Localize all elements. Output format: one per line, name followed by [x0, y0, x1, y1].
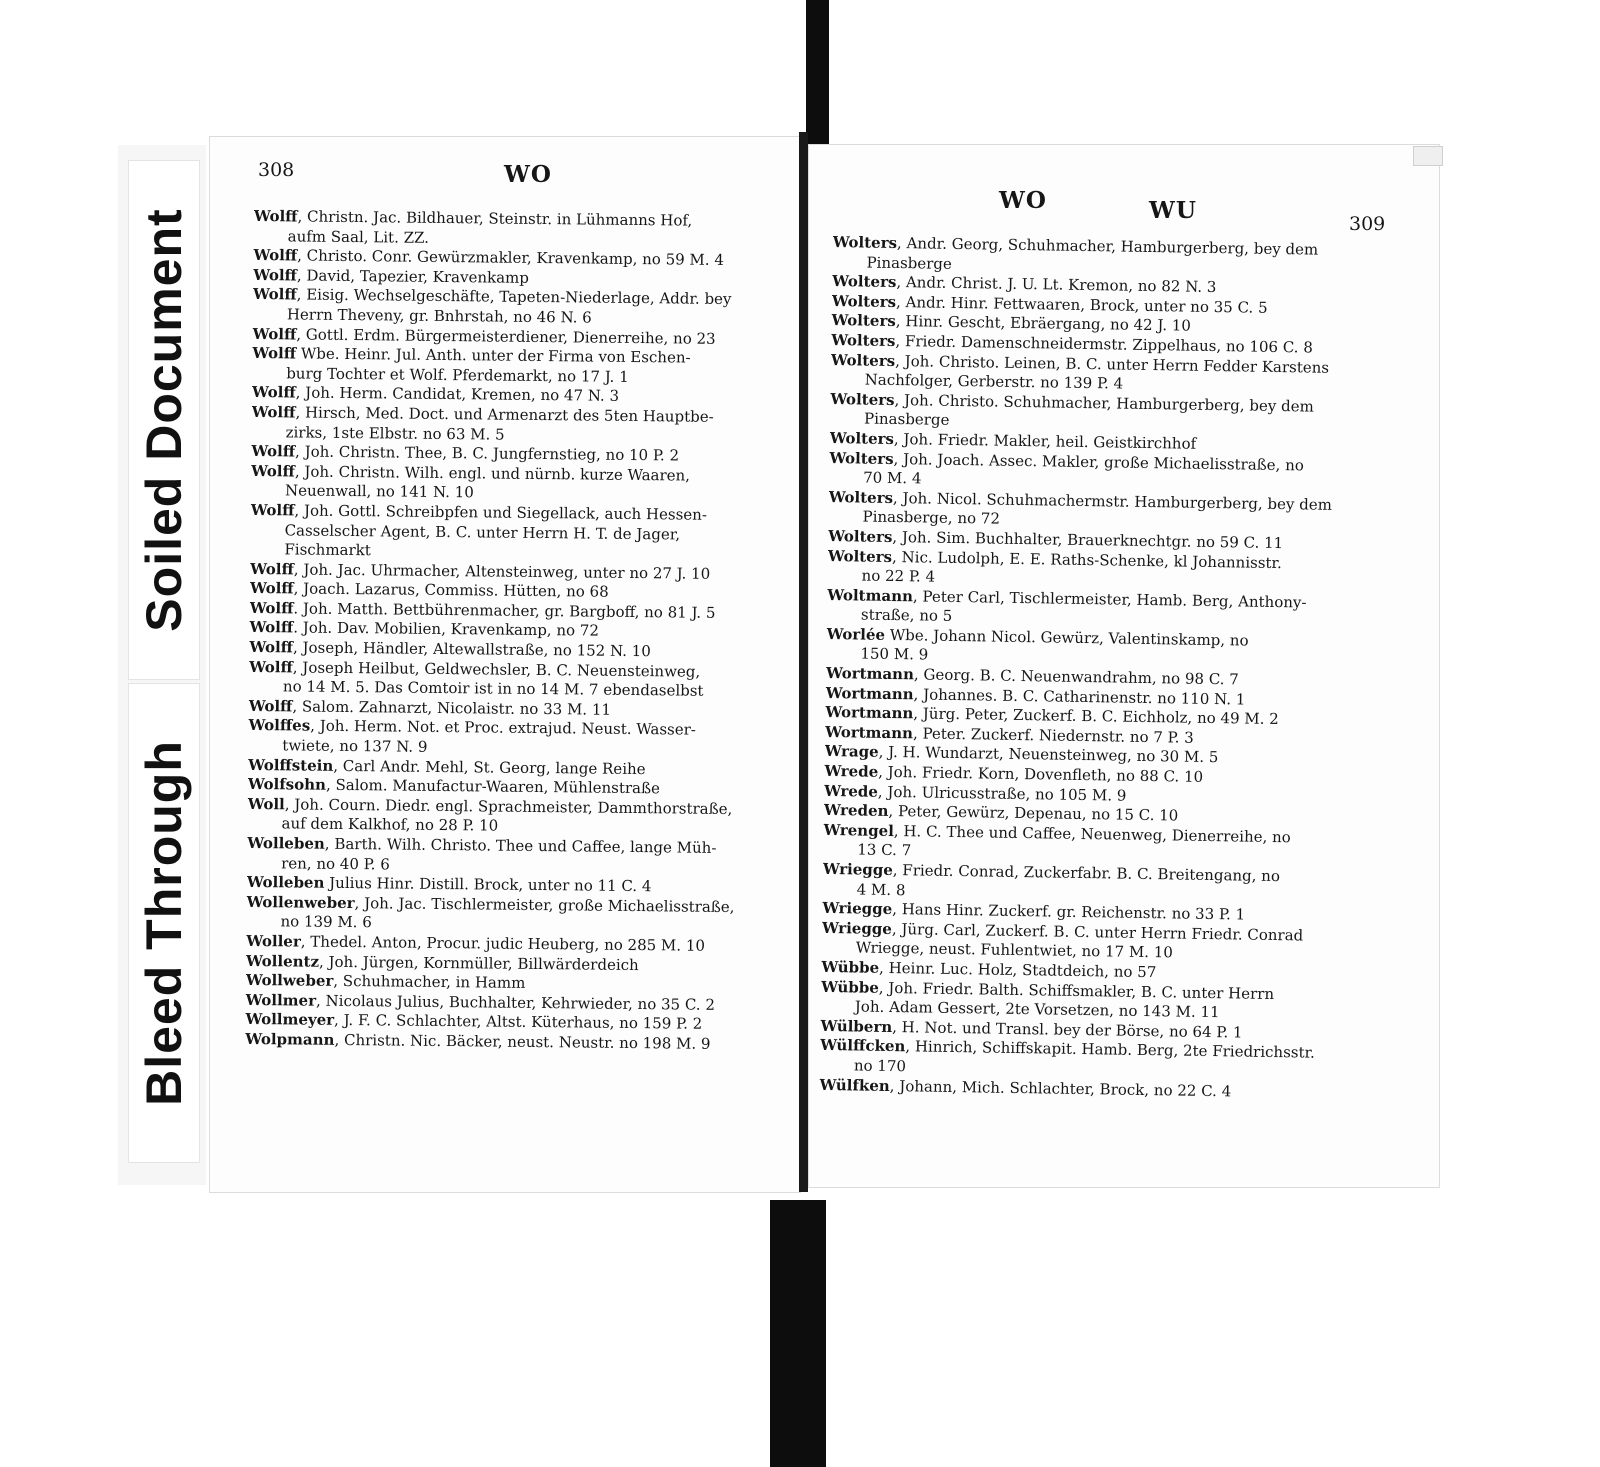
entry-details: , Joh. Friedr. Korn, Dovenfleth, no 88 C. 10: [878, 762, 1204, 786]
entry-surname: Wolters: [828, 526, 893, 546]
entry-details: Wbe. Johann Nicol. Gewürz, Valentinskamp, no: [884, 625, 1249, 650]
entry-surname: Wolters: [829, 448, 894, 468]
right-running-header-right: WU: [1149, 197, 1197, 224]
entry-details: , Andr. Christ. J. U. Lt. Kremon, no 82 N. 3: [896, 273, 1217, 297]
entry-details: , Joh. Herm. Candidat, Kremen, no 47 N. 3: [295, 383, 620, 406]
right-entry-list: [819, 233, 1412, 1104]
entry-continuation: Pinasberge: [866, 253, 953, 273]
entry-details: . Joh. Dav. Mobilien, Kravenkamp, no 72: [293, 618, 600, 641]
entry-continuation: no 170: [853, 1056, 907, 1076]
entry-continuation: straße, no 5: [860, 605, 953, 626]
entry-details: , Friedr. Conrad, Zuckerfabr. B. C. Breitengang, no: [892, 861, 1281, 886]
entry-surname: Wrede: [824, 781, 879, 801]
entry-details: , Nicolaus Julius, Buchhalter, Kehrwieder, no 35 C. 2: [315, 991, 716, 1014]
entry-details: , Peter Carl, Tischlermeister, Hamb. Berg, Anthony-: [912, 586, 1307, 612]
entry-details: Wbe. Heinr. Jul. Anth. unter der Firma von Eschen-: [296, 344, 691, 367]
entry-surname: Wülbern: [820, 1016, 893, 1036]
entry-details: , Peter. Zuckerf. Niedernstr. no 7 P. 3: [912, 724, 1194, 747]
entry-details: , Peter, Gewürz, Depenau, no 15 C. 10: [888, 802, 1179, 825]
entry-surname: Wolff: [250, 500, 295, 520]
entry-surname: Wolff: [252, 344, 297, 363]
entry-continuation: auf dem Kalkhof, no 28 P. 10: [281, 814, 499, 835]
entry-details: , Joh. Friedr. Balth. Schiffsmakler, B. C. unter Herrn: [878, 978, 1275, 1003]
entry-details: , J. F. C. Schlachter, Altst. Küterhaus, no 159 P. 2: [334, 1011, 703, 1034]
left-page: [209, 136, 801, 1193]
entry-details: , Joh. Christn. Thee, B. C. Jungfernstieg, no 10 P. 2: [294, 442, 680, 465]
entry-details: , Jürg. Carl, Zuckerf. B. C. unter Herrn Friedr. Conrad: [891, 919, 1304, 945]
entry-details: , Joh. Gottl. Schreibpfen und Siegellack, auch Hessen-: [294, 501, 708, 524]
entry-surname: Wolters: [831, 330, 896, 350]
entry-details: . Joh. Matth. Bettbührenmacher, gr. Bargboff, no 81 J. 5: [293, 599, 716, 622]
book-spine: [799, 132, 808, 1192]
entry-surname: Wollmer: [245, 990, 317, 1010]
entry-details: , J. H. Wundarzt, Neuensteinweg, no 30 M. 5: [878, 743, 1219, 767]
entry-continuation: Joh. Adam Gessert, 2te Vorsetzen, no 143 M. 11: [854, 997, 1220, 1022]
entry-surname: Wülfken: [819, 1075, 890, 1095]
entry-surname: Wolters: [830, 350, 896, 370]
entry-continuation: burg Tochter et Wolf. Pferdemarkt, no 17 J. 1: [286, 364, 629, 386]
entry-surname: Woller: [246, 931, 301, 951]
entry-details: , Andr. Georg, Schuhmacher, Hamburgerberg, bey dem: [896, 234, 1319, 259]
entry-surname: Wolff: [249, 657, 293, 677]
entry-surname: Woll: [247, 794, 285, 814]
entry-continuation: no 139 M. 6: [280, 912, 372, 932]
entry-surname: Wolff: [248, 696, 293, 716]
entry-details: , Christn. Nic. Bäcker, neust. Neustr. no 198 M. 9: [334, 1030, 711, 1053]
entry-continuation: Nachfolger, Gerberstr. no 139 P. 4: [864, 370, 1124, 393]
entry-continuation: 4 M. 8: [856, 880, 906, 899]
entry-details: , Joh. Christo. Schuhmacher, Hamburgerberg, bey dem: [894, 390, 1314, 416]
entry-continuation: Casselscher Agent, B. C. unter Herrn H. T. de Jager,: [284, 520, 681, 543]
entry-continuation: twiete, no 137 N. 9: [282, 736, 428, 756]
entry-surname: Wübbe: [821, 977, 879, 997]
entry-details: , Joh. Friedr. Makler, heil. Geistkirchhof: [893, 429, 1197, 453]
entry-details: , Salom. Zahnarzt, Nicolaistr. no 33 M. 11: [292, 697, 612, 719]
entry-details: , Joh. Jac. Tischlermeister, große Michaelisstraße,: [354, 893, 735, 916]
entry-continuation: 13 C. 7: [857, 840, 912, 860]
entry-surname: Wolff: [252, 285, 297, 304]
entry-surname: Wrage: [824, 742, 879, 762]
entry-surname: Wriegge: [822, 859, 893, 880]
entry-surname: Wolters: [828, 487, 894, 507]
entry-continuation: Pinasberge: [863, 409, 950, 430]
entry-surname: Wollentz: [246, 951, 320, 971]
entry-details: , Gottl. Erdm. Bürgermeisterdiener, Dienerreihe, no 23: [296, 325, 716, 348]
entry-surname: Wülffcken: [820, 1036, 906, 1056]
entry-surname: Wrede: [824, 761, 879, 781]
entry-surname: Wolleben: [246, 873, 325, 892]
entry-details: , Hirsch, Med. Doct. und Armenarzt des 5ten Hauptbe-: [295, 403, 714, 426]
entry-surname: Wolffes: [248, 716, 311, 736]
entry-details: , Joh. Herm. Not. et Proc. extrajud. Neust. Wasser-: [310, 717, 697, 740]
entry-details: , Thedel. Anton, Procur. judic Heuberg, no 285 M. 10: [300, 932, 706, 955]
entry-details: , Andr. Hinr. Fettwaaren, Brock, unter no 35 C. 5: [895, 292, 1268, 317]
soiled-document-label: [128, 160, 200, 680]
entry-surname: Wolters: [831, 291, 897, 311]
entry-details: , Joh. Courn. Diedr. engl. Sprachmeister, Dammthorstraße,: [284, 795, 733, 818]
entry-surname: Wolffstein: [248, 755, 334, 775]
entry-surname: Wolpmann: [245, 1029, 335, 1049]
entry-details: , Joach. Lazarus, Commiss. Hütten, no 68: [293, 579, 609, 602]
entry-surname: Wollmeyer: [245, 1010, 335, 1030]
left-running-header: WO: [504, 161, 552, 188]
entry-details: , Georg. B. C. Neuenwandrahm, no 98 C. 7: [913, 665, 1239, 689]
soiled-document-text: Soiled Document: [136, 208, 192, 632]
entry-details: , H. Not. und Transl. bey der Börse, no 64 P. 1: [892, 1017, 1243, 1042]
entry-surname: Wolff: [253, 246, 298, 265]
entry-surname: Wolff: [249, 618, 294, 637]
entry-surname: Worlée: [826, 624, 886, 644]
right-running-header-left: WO: [999, 187, 1047, 214]
entry-details: , Carl Andr. Mehl, St. Georg, lange Reihe: [333, 756, 646, 778]
entry-continuation: 150 M. 9: [860, 644, 929, 665]
entry-surname: Wolff: [249, 638, 294, 657]
entry-surname: Wolff: [251, 383, 296, 402]
entry-surname: Wreden: [823, 801, 889, 821]
entry-details: , Christo. Conr. Gewürzmakler, Kravenkamp, no 59 M. 4: [297, 246, 725, 270]
entry-surname: Wolff: [251, 402, 296, 422]
right-page: [808, 144, 1440, 1188]
entry-details: , Barth. Wilh. Christo. Thee und Caffee, lange Müh-: [324, 834, 717, 857]
bleed-through-text: Bleed Through: [136, 740, 192, 1106]
entry-details: , Joh. Sim. Buchhalter, Brauerknechtgr. no 59 C. 11: [892, 527, 1284, 553]
directory-entry: [245, 1030, 775, 1055]
entry-details: , Nic. Ludolph, E. E. Raths-Schenke, kl Johannisstr.: [891, 547, 1282, 572]
entry-continuation: Wriegge, neust. Fuhlentwiet, no 17 M. 10: [855, 938, 1174, 962]
entry-continuation: aufm Saal, Lit. ZZ.: [287, 226, 430, 247]
entry-surname: Wrengel: [823, 820, 895, 840]
entry-details: , Salom. Manufactur-Waaren, Mühlenstraße: [325, 776, 661, 798]
entry-surname: Wolters: [827, 546, 893, 566]
entry-continuation: Fischmarkt: [284, 540, 371, 560]
entry-details: , Heinr. Luc. Holz, Stadtdeich, no 57: [878, 958, 1157, 982]
entry-surname: Wolleben: [247, 833, 325, 853]
entry-details: , Hinr. Gescht, Ebräergang, no 42 J. 10: [895, 312, 1192, 336]
entry-surname: Wolters: [831, 311, 896, 331]
entry-continuation: ren, no 40 P. 6: [281, 853, 390, 874]
clip-bar-bottom: [770, 1200, 826, 1467]
entry-surname: Wolff: [253, 207, 298, 226]
entry-surname: Wriegge: [822, 899, 893, 919]
entry-details: Julius Hinr. Distill. Brock, unter no 11 C. 4: [324, 873, 652, 896]
entry-details: , Christn. Jac. Bildhauer, Steinstr. in Lühmanns Hof,: [297, 207, 693, 230]
page-corner: [1413, 146, 1443, 166]
entry-continuation: Herrn Theveny, gr. Bnhrstah, no 46 N. 6: [286, 305, 592, 327]
entry-continuation: 70 M. 4: [863, 468, 922, 488]
clip-bar-top: [806, 0, 829, 160]
entry-surname: Wübbe: [821, 957, 880, 977]
entry-surname: Wolff: [251, 461, 295, 481]
entry-surname: Wolff: [249, 598, 294, 618]
entry-surname: Wortmann: [825, 703, 914, 723]
entry-details: , Jürg. Peter, Zuckerf. B. C. Eichholz, no 49 M. 2: [913, 704, 1279, 729]
entry-surname: Wolters: [829, 428, 895, 448]
entry-continuation: no 22 P. 4: [861, 566, 936, 586]
entry-details: , H. C. Thee und Caffee, Neuenweg, Dienerreihe, no: [893, 821, 1291, 847]
entry-surname: Wolters: [830, 389, 895, 409]
entry-continuation: Pinasberge, no 72: [862, 507, 1001, 528]
entry-details: , Hinrich, Schiffskapit. Hamb. Berg, 2te Friedrichsstr.: [905, 1037, 1316, 1063]
entry-surname: Woltmann: [827, 585, 914, 605]
entry-details: , Joh. Nicol. Schuhmachermstr. Hamburgerberg, bey dem: [892, 488, 1333, 514]
entry-details: , Hans Hinr. Zuckerf. gr. Reichenstr. no 33 P. 1: [892, 900, 1246, 924]
entry-details: , Joseph Heilbut, Geldwechsler, B. C. Neuensteinweg,: [292, 658, 701, 681]
entry-details: , Joh. Ulricusstraße, no 105 M. 9: [877, 782, 1127, 805]
entry-details: , Joseph, Händler, Altewallstraße, no 152 N. 10: [292, 638, 651, 661]
entry-surname: Wolff: [253, 265, 298, 285]
entry-surname: Wollweber: [245, 971, 334, 991]
entry-details: , Johannes. B. C. Catharinenstr. no 110 N. 1: [913, 684, 1246, 709]
entry-details: , Schuhmacher, in Hamm: [333, 972, 526, 993]
entry-surname: Wollenweber: [246, 892, 355, 912]
entry-surname: Wolff: [252, 324, 297, 344]
entry-surname: Wriegge: [821, 918, 893, 938]
entry-surname: Wolfsohn: [247, 775, 327, 795]
entry-details: , Joh. Christn. Wilh. engl. und nürnb. kurze Waaren,: [294, 462, 691, 485]
entry-details: , Johann, Mich. Schlachter, Brock, no 22 C. 4: [889, 1076, 1232, 1100]
entry-surname: Wortmann: [825, 664, 915, 684]
entry-surname: Wolff: [249, 579, 294, 598]
entry-surname: Wolff: [251, 442, 296, 461]
entry-surname: Wortmann: [825, 683, 914, 703]
entry-details: , Joh. Jürgen, Kornmüller, Billwärderdeich: [318, 952, 639, 974]
entry-surname: Wortmann: [825, 722, 914, 743]
entry-surname: Wolters: [832, 233, 898, 253]
entry-details: , Joh. Christo. Leinen, B. C. unter Herrn Fedder Karstens: [895, 351, 1330, 377]
left-entry-list: [245, 207, 784, 1055]
entry-continuation: zirks, 1ste Elbstr. no 63 M. 5: [285, 422, 505, 444]
entry-details: , Joh. Jac. Uhrmacher, Altensteinweg, unter no 27 J. 10: [293, 560, 711, 583]
entry-continuation: Neuenwall, no 141 N. 10: [284, 481, 474, 502]
left-page-number: 308: [258, 159, 295, 181]
entry-surname: Wolters: [832, 272, 897, 292]
bleed-through-label: [128, 683, 200, 1163]
right-page-number: 309: [1349, 213, 1386, 235]
entry-details: , David, Tapezier, Kravenkamp: [296, 266, 530, 287]
entry-continuation: no 14 M. 5. Das Comtoir ist in no 14 M. 7 ebendaselbst: [282, 677, 704, 700]
entry-details: , Eisig. Wechselgeschäfte, Tapeten-Niederlage, Addr. bey: [296, 285, 732, 309]
entry-surname: Wolff: [250, 559, 294, 579]
entry-details: , Joh. Joach. Assec. Makler, große Michaelisstraße, no: [893, 449, 1305, 474]
entry-details: , Friedr. Damenschneidermstr. Zippelhaus, no 106 C. 8: [895, 331, 1313, 357]
